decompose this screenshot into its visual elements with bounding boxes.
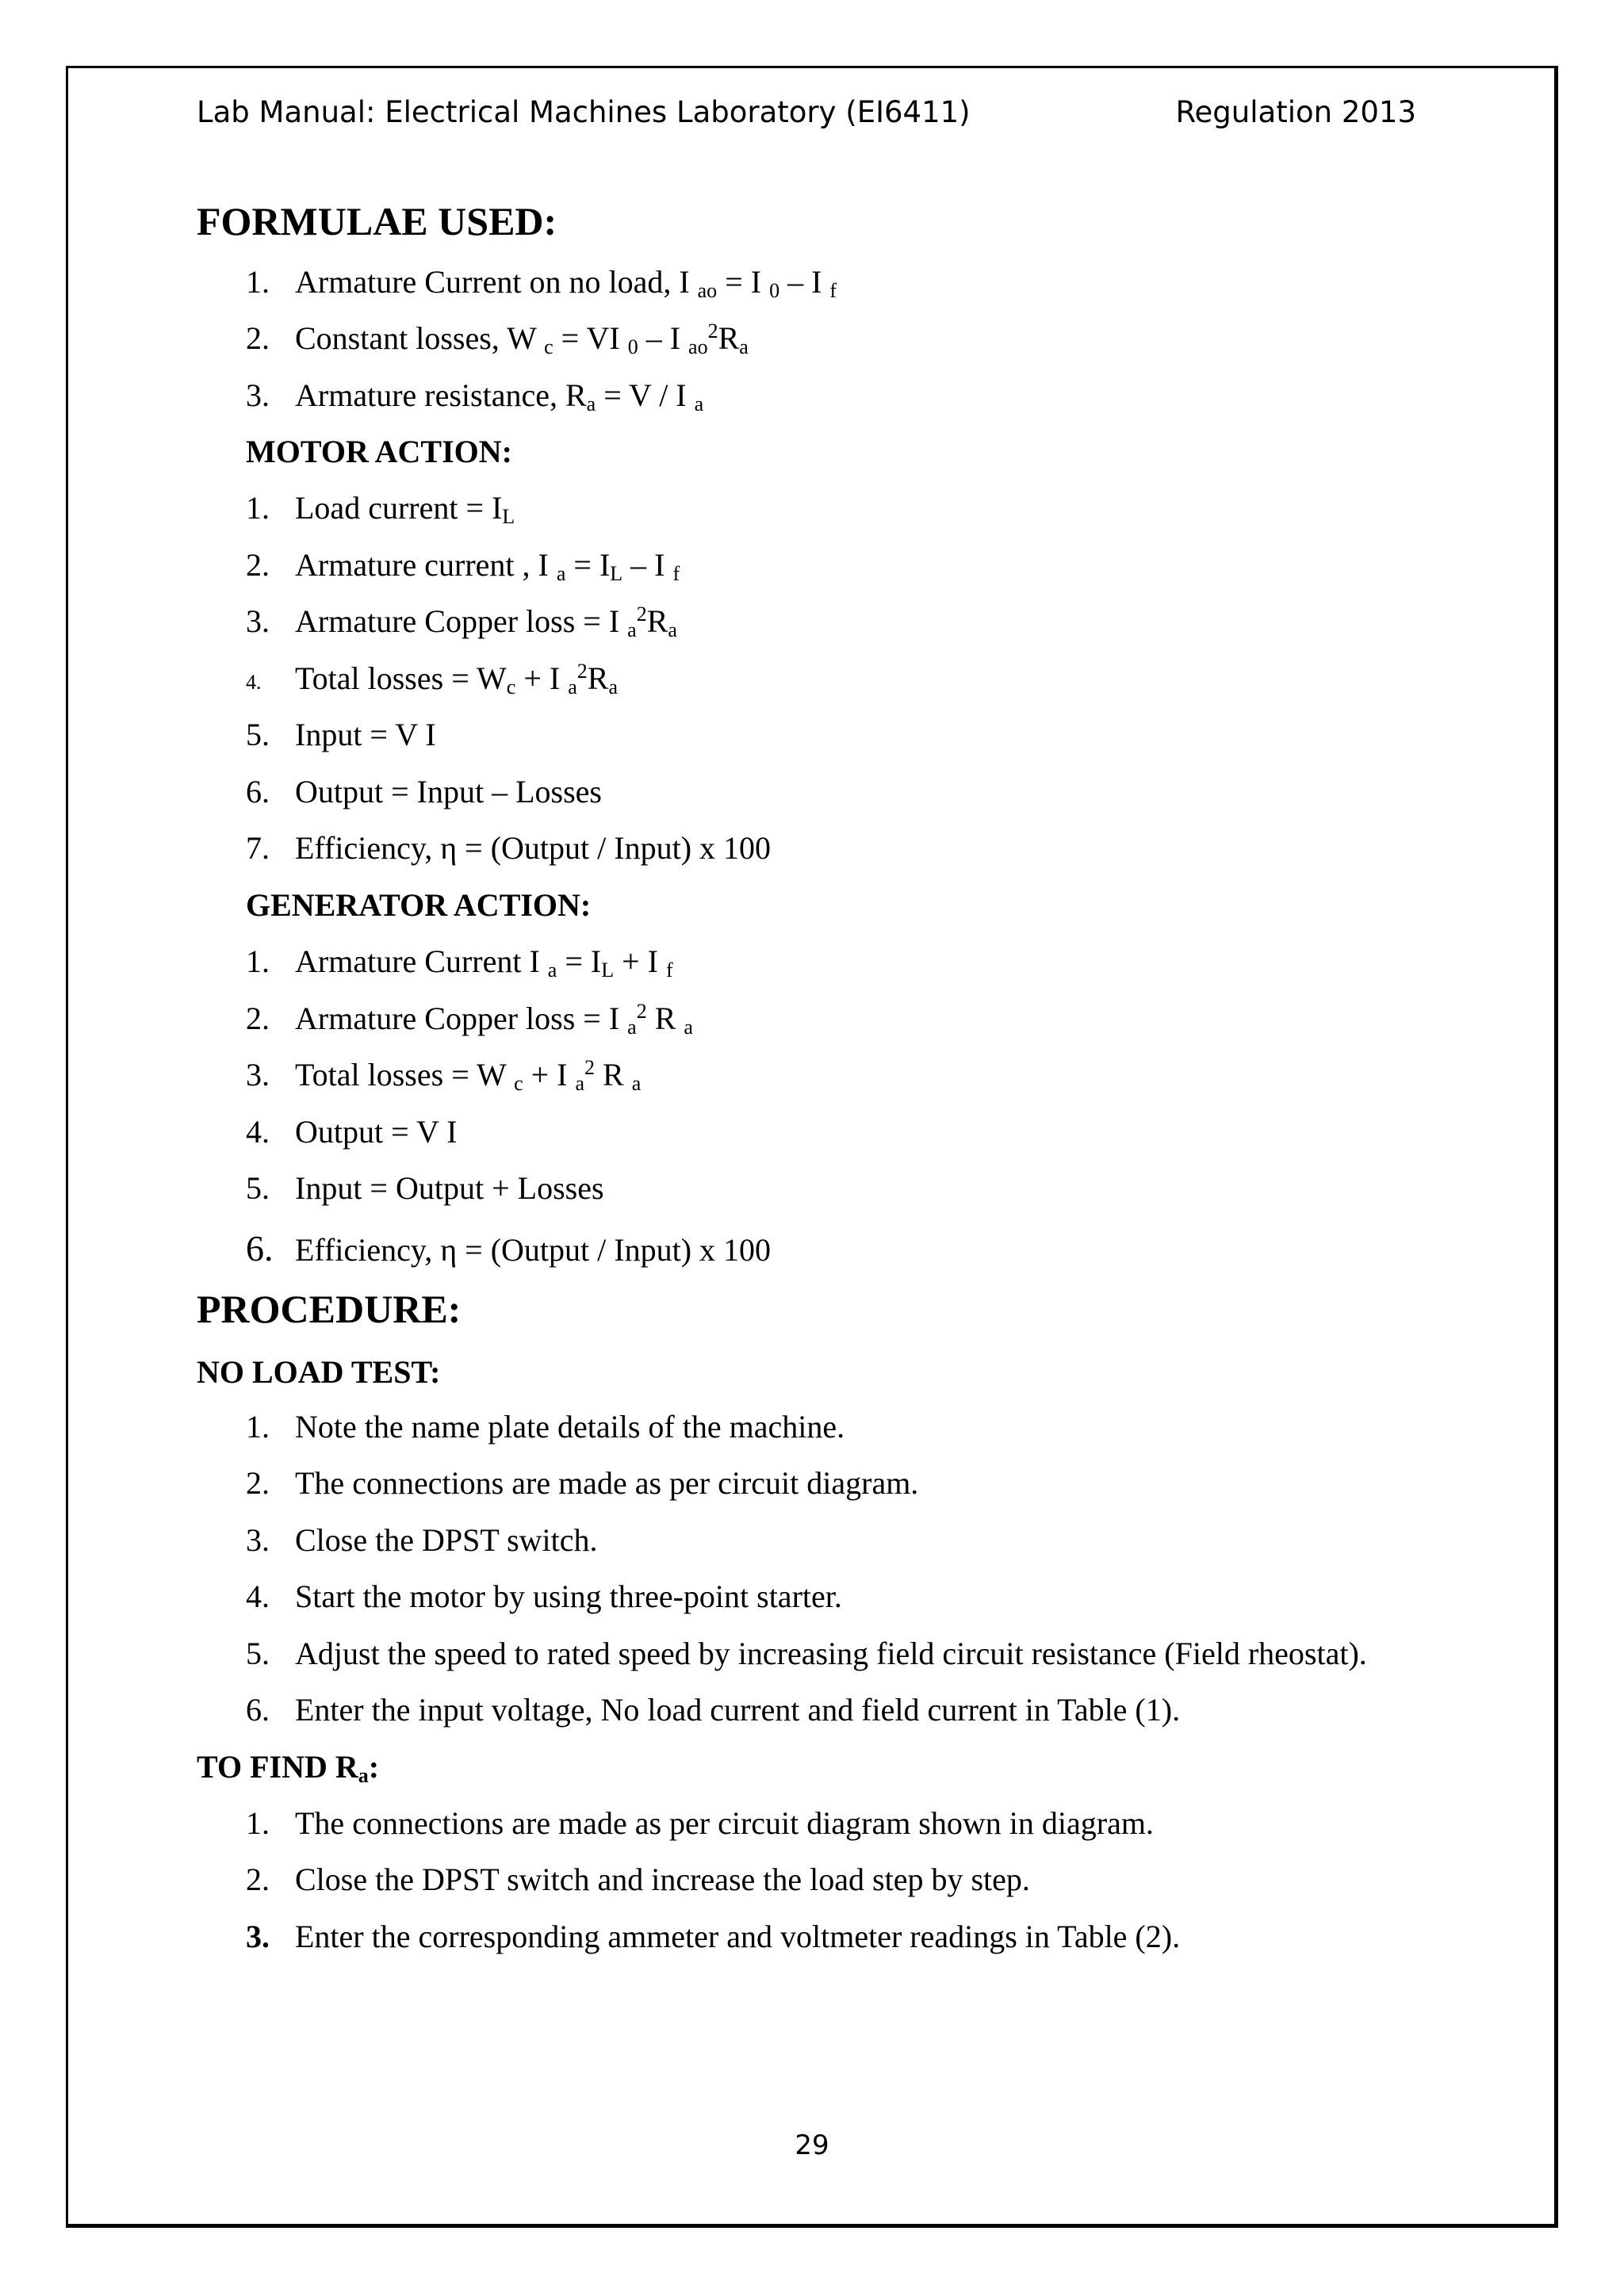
procedure-step: 3. Close the DPST switch. [246,1522,598,1558]
procedure-step: 2. Close the DPST switch and increase the load step by step. [246,1862,1030,1897]
formula-item: 3. Armature resistance, $R_a = V / I$ $_a$ [246,377,704,415]
motor-item: 6. Output = Input – Losses [246,774,602,809]
generator-item: 1. Armature Current I $_a = I_L + I$ $_f$ [246,943,673,982]
procedure-step: 2. The connections are made as per circuit diagram. [246,1465,919,1501]
page-number: 29 [795,2130,829,2161]
motor-item: 5. Input = V I [246,717,436,752]
generator-item: 6. Efficiency, η = (Output / Input) x 100 [246,1228,772,1269]
generator-item: 5. Input = Output + Losses [246,1170,604,1206]
procedure-step: 5. Adjust the speed to rated speed by increasing field circuit resistance (Field rheostat). [246,1636,1367,1671]
no-load-test-heading: NO LOAD TEST: [197,1354,441,1390]
generator-action-heading: GENERATOR ACTION: [246,887,592,923]
header-title: Lab Manual: Electrical Machines Laboratory (EI6411) [197,95,971,129]
formula-item: 1. Armature Current on no load, I $_{ao}$ = I $_0$ – I $_f$ [246,264,837,302]
motor-item: 4. Total losses = $W_c + I$ $_a^2R_a$ [246,660,618,698]
motor-item: 3. Armature Copper loss = I $_a^2R_a$ [246,603,677,641]
motor-item: 1. Load current = $I_L$ [246,490,515,528]
generator-item: 4. Output = V I [246,1114,458,1150]
generator-item: 3. Total losses = W $_c$ + I $_a^2$ R $_a$ [246,1056,642,1095]
motor-item: 2. Armature current , I $_a = I_L - I$ $_f$ [246,547,680,585]
motor-item: 7. Efficiency, η = (Output / Input) x 100 [246,830,772,866]
procedure-step: 4. Start the motor by using three-point starter. [246,1578,842,1614]
find-ra-heading: TO FIND $R_a$: [197,1749,380,1787]
formula-item: 2. Constant losses, W $_c$ = VI $_0$ – I $_{ao}^2R_a$ [246,320,749,358]
header-regulation: Regulation 2013 [1175,95,1416,129]
procedure-step: 6. Enter the input voltage, No load current and field current in Table (1). [246,1692,1181,1728]
procedure-step: 1. The connections are made as per circuit diagram shown in diagram. [246,1805,1154,1841]
formulae-heading: FORMULAE USED: [197,199,557,243]
generator-item: 2. Armature Copper loss = I $_a^2$ R $_a$ [246,1000,693,1039]
procedure-step: 1. Note the name plate details of the machine. [246,1409,845,1445]
procedure-heading: PROCEDURE: [197,1287,462,1331]
procedure-step: 3. Enter the corresponding ammeter and voltmeter readings in Table (2). [246,1919,1181,1954]
motor-action-heading: MOTOR ACTION: [246,434,512,469]
